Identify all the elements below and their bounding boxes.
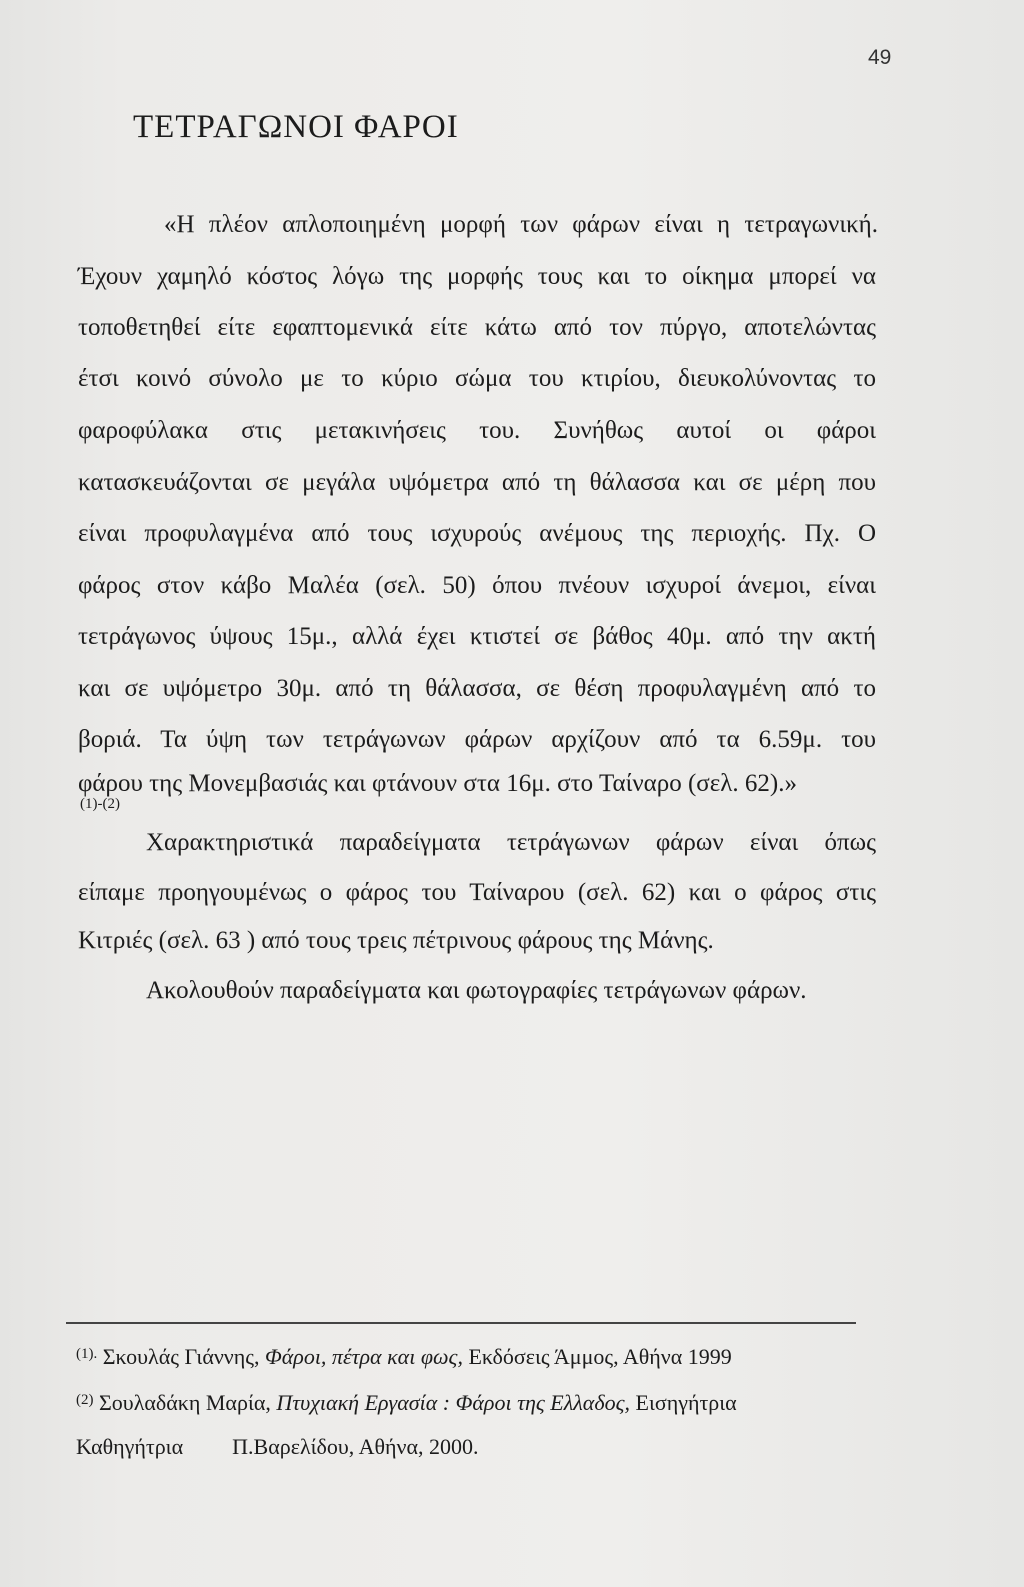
paragraph-line: Κιτριές (σελ. 63 ) από τους τρεις πέτρινους φάρους της Μάνης. <box>78 927 714 954</box>
quote-line: «Η πλέον απλοποιημένη μορφή των φάρων είναι η τετραγωνική. <box>164 211 878 238</box>
quote-line: κατασκευάζονται σε μεγάλα υψόμετρα από τη θάλασσα και σε μέρη που <box>78 469 876 496</box>
quote-line: φαροφύλακα στις μετακινήσεις του. Συνήθως αυτοί οι φάροι <box>78 417 876 444</box>
quote-line: Έχουν χαμηλό κόστος λόγω της μορφής τους και το οίκημα μπορεί να <box>78 263 876 290</box>
page-number: 49 <box>868 46 892 69</box>
footnote-1 <box>76 1346 732 1368</box>
footnote-2-line-2 <box>76 1436 478 1458</box>
paragraph-line: Χαρακτηριστικά παραδείγματα τετράγωνων φάρων είναι όπως <box>146 829 876 856</box>
paragraph-line: Ακολουθούν παραδείγματα και φωτογραφίες τετράγωνων φάρων. <box>146 977 807 1004</box>
footnote-1-author: Σκουλάς Γιάννης, <box>102 1344 260 1369</box>
footnote-2-title: Πτυχιακή Εργασία : Φάροι της Ελλαδος, <box>276 1390 630 1415</box>
footnote-2-author: Σουλαδάκη Μαρία, <box>99 1390 271 1415</box>
footnote-1-title: Φάροι, πέτρα και φως, <box>264 1344 463 1369</box>
quote-line: βοριά. Τα ύψη των τετράγωνων φάρων αρχίζουν από τα 6.59μ. του <box>78 726 876 753</box>
quote-line: έτσι κοινό σύνολο με το κύριο σώμα του κτιρίου, διευκολύνοντας το <box>78 365 876 392</box>
quote-line: φάρου της Μονεμβασιάς και φτάνουν στα 16μ. στο Ταίναρο (σελ. 62).» <box>78 770 797 797</box>
paragraph-line: είπαμε προηγουμένως ο φάρος του Ταίναρου (σελ. 62) και ο φάρος στις <box>78 879 876 906</box>
footnote-2 <box>76 1392 737 1414</box>
quote-line: και σε υψόμετρο 30μ. από τη θάλασσα, σε θέση προφυλαγμένη από το <box>78 675 876 702</box>
quote-line: φάρος στον κάβο Μαλέα (σελ. 50) όπου πνέουν ισχυροί άνεμοι, είναι <box>78 572 876 599</box>
quote-line: τετράγωνος ύψους 15μ., αλλά έχει κτιστεί σε βάθος 40μ. από την ακτή <box>78 623 876 650</box>
footnote-2-label: Καθηγήτρια <box>76 1434 184 1459</box>
citation-marks: (1)-(2) <box>80 796 120 812</box>
footnote-2-line2-rest: Π.Βαρελίδου, Αθήνα, 2000. <box>232 1434 479 1459</box>
footnote-1-mark: (1). <box>76 1346 98 1362</box>
footnote-1-rest: Εκδόσεις Άμμος, Αθήνα 1999 <box>468 1344 732 1369</box>
footnote-2-mark: (2) <box>76 1392 94 1408</box>
footnote-2-rest: Εισηγήτρια <box>635 1390 737 1415</box>
quote-line: τοποθετηθεί είτε εφαπτομενικά είτε κάτω από τον πύργο, αποτελώντας <box>78 314 876 341</box>
quote-line: είναι προφυλαγμένα από τους ισχυρούς ανέμους της περιοχής. Πχ. Ο <box>78 520 876 547</box>
footnote-divider <box>66 1322 856 1324</box>
page-title: ΤΕΤΡΑΓΩΝΟΙ ΦΑΡΟΙ <box>133 109 459 145</box>
